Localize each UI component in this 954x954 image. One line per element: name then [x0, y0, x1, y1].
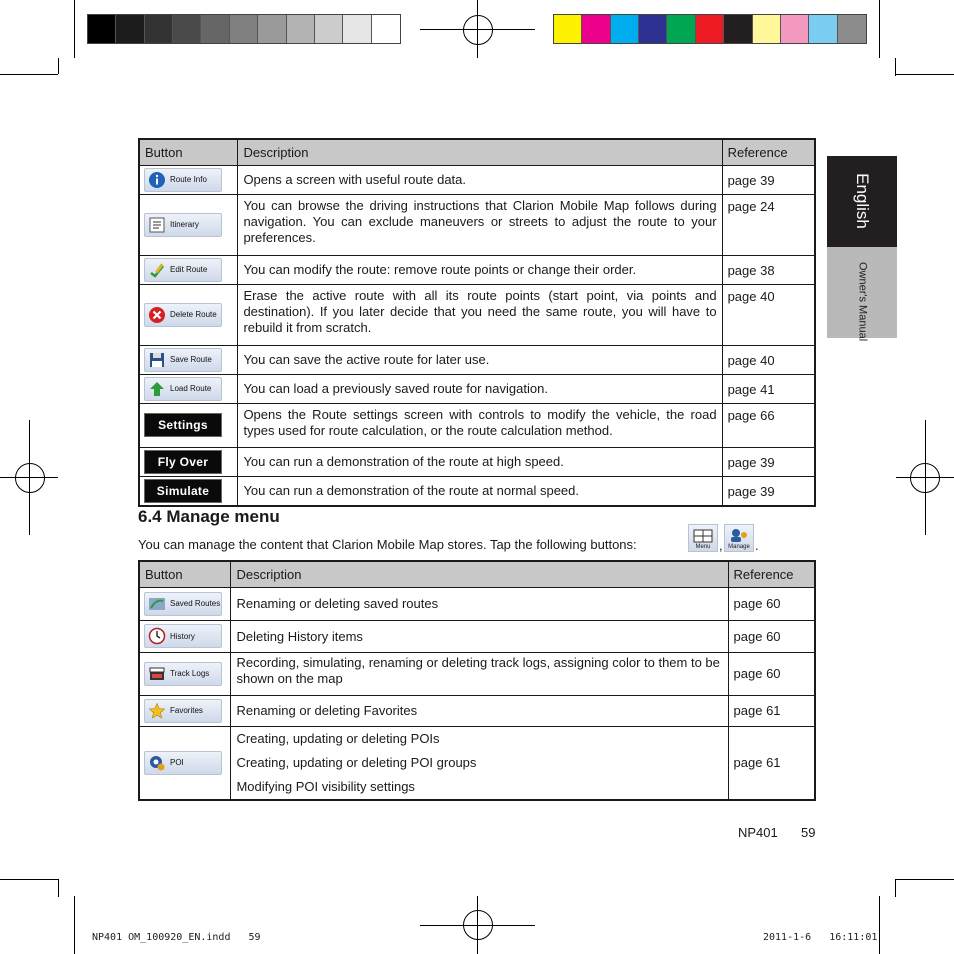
table-row [139, 476, 815, 506]
slug-date: 2011-1-6 16:11:01 [763, 932, 878, 943]
color-swatch [753, 15, 781, 43]
table-header [139, 561, 815, 587]
row-reference: page 60 [728, 652, 815, 695]
grayscale-color-bar [87, 14, 401, 44]
row-reference: page 38 [722, 255, 815, 284]
header-button: Button [139, 561, 231, 587]
track-logs-button: Track Logs [144, 662, 222, 686]
manual-tab [827, 247, 897, 342]
color-swatch [201, 15, 229, 43]
row-description: Renaming or deleting saved routes [231, 587, 728, 620]
row-reference: page 60 [728, 620, 815, 652]
color-swatch [838, 15, 866, 43]
row-description: Deleting History items [231, 620, 728, 652]
manage-button: Manage [724, 524, 754, 552]
color-swatch [667, 15, 695, 43]
header-description: Description [231, 561, 728, 587]
favorites-button: Favorites [144, 699, 222, 723]
load-icon [148, 380, 166, 398]
color-swatch [611, 15, 639, 43]
table-row [139, 587, 815, 620]
history-icon [148, 627, 166, 645]
row-description: You can browse the driving instructions that Clarion Mobile Map follows during navigation. You can exclude maneuvers or streets to adjust the route to your preferences. [238, 194, 722, 255]
saved-routes-icon [148, 595, 166, 613]
color-swatch [145, 15, 173, 43]
row-description: Opens the Route settings screen with controls to modify the vehicle, the road types used for route calculation, or the route calculation method. [238, 403, 722, 447]
color-swatch [809, 15, 837, 43]
history-button: History [144, 624, 222, 648]
row-reference: page 39 [722, 447, 815, 476]
manage-icon [725, 526, 753, 544]
table-row [139, 194, 815, 255]
menu-icon [689, 527, 717, 545]
row-reference: page 40 [722, 345, 815, 374]
save-icon [148, 351, 166, 369]
color-swatch [781, 15, 809, 43]
itinerary-button: Itinerary [144, 213, 222, 237]
settings-button: Settings [144, 413, 222, 437]
row-description: You can run a demonstration of the route at high speed. [238, 447, 722, 476]
row-description: You can run a demonstration of the route at normal speed. [238, 476, 722, 506]
save-route-button: Save Route [144, 348, 222, 372]
color-swatch [230, 15, 258, 43]
language-label: English [853, 173, 872, 229]
header-button: Button [139, 139, 238, 165]
table-row [139, 284, 815, 345]
manual-label: Owner's Manual [856, 262, 869, 342]
language-tab [827, 156, 897, 247]
row-reference: page 40 [722, 284, 815, 345]
table-header [139, 139, 815, 165]
page-number: 59 [801, 825, 816, 840]
table-row [139, 447, 815, 476]
intro-text: You can manage the content that Clarion Mobile Map stores. Tap the following buttons: [138, 537, 637, 552]
color-swatch [287, 15, 315, 43]
table-row [139, 345, 815, 374]
route-info-button: Route Info [144, 168, 222, 192]
itinerary-icon [148, 216, 166, 234]
edit-icon [148, 261, 166, 279]
menu-button: Menu [688, 524, 718, 552]
poi-description-line: Creating, updating or deleting POI groups [236, 754, 477, 770]
intro-separator: , [719, 538, 723, 553]
row-reference: page 61 [728, 695, 815, 726]
row-reference: page 39 [722, 165, 815, 194]
color-swatch [582, 15, 610, 43]
favorites-icon [148, 702, 166, 720]
color-swatch [258, 15, 286, 43]
header-description: Description [238, 139, 722, 165]
process-color-bar [553, 14, 867, 44]
info-icon [148, 171, 166, 189]
delete-route-button: Delete Route [144, 303, 222, 327]
saved-routes-button: Saved Routes [144, 592, 222, 616]
table-row [139, 255, 815, 284]
row-description [231, 726, 728, 800]
header-reference: Reference [728, 561, 815, 587]
row-description: Renaming or deleting Favorites [231, 695, 728, 726]
row-reference: page 24 [722, 194, 815, 255]
color-swatch [116, 15, 144, 43]
slug-file: NP401 OM_100920_EN.indd 59 [92, 932, 261, 943]
color-swatch [372, 15, 400, 43]
manage-buttons-table [138, 560, 816, 801]
footer-model: NP401 [738, 825, 778, 840]
header-reference: Reference [722, 139, 815, 165]
section-title: 6.4 Manage menu [138, 507, 280, 526]
table-row [139, 165, 815, 194]
fly-over-button: Fly Over [144, 450, 222, 474]
edit-route-button: Edit Route [144, 258, 222, 282]
row-reference: page 66 [722, 403, 815, 447]
delete-icon [148, 306, 166, 324]
poi-icon [148, 754, 166, 772]
row-description: You can load a previously saved route for navigation. [238, 374, 722, 403]
color-swatch [315, 15, 343, 43]
table-row [139, 403, 815, 447]
row-reference: page 60 [728, 587, 815, 620]
section-intro [138, 537, 637, 552]
row-description: You can save the active route for later use. [238, 345, 722, 374]
color-swatch [554, 15, 582, 43]
table-row [139, 620, 815, 652]
row-reference: page 39 [722, 476, 815, 506]
table-row [139, 726, 815, 800]
color-swatch [343, 15, 371, 43]
table-row [139, 374, 815, 403]
simulate-button: Simulate [144, 479, 222, 503]
row-description: Erase the active route with all its route points (start point, via points and destination). If you later decide that you need the same route, you will have to rebuild it from scratch. [238, 284, 722, 345]
intro-end: . [755, 538, 759, 553]
row-reference: page 61 [728, 726, 815, 800]
poi-description-line: Creating, updating or deleting POIs [236, 730, 440, 746]
color-swatch [724, 15, 752, 43]
color-swatch [696, 15, 724, 43]
table-row [139, 695, 815, 726]
load-route-button: Load Route [144, 377, 222, 401]
poi-description-line: Modifying POI visibility settings [236, 778, 415, 794]
poi-button: POI [144, 751, 222, 775]
route-buttons-table [138, 138, 816, 507]
color-swatch [173, 15, 201, 43]
track-logs-icon [148, 665, 166, 683]
color-swatch [639, 15, 667, 43]
row-description: You can modify the route: remove route points or change their order. [238, 255, 722, 284]
row-description: Recording, simulating, renaming or deleting track logs, assigning color to them to be shown on the map [231, 652, 728, 695]
row-reference: page 41 [722, 374, 815, 403]
table-row [139, 652, 815, 695]
row-description: Opens a screen with useful route data. [238, 165, 722, 194]
color-swatch [88, 15, 116, 43]
